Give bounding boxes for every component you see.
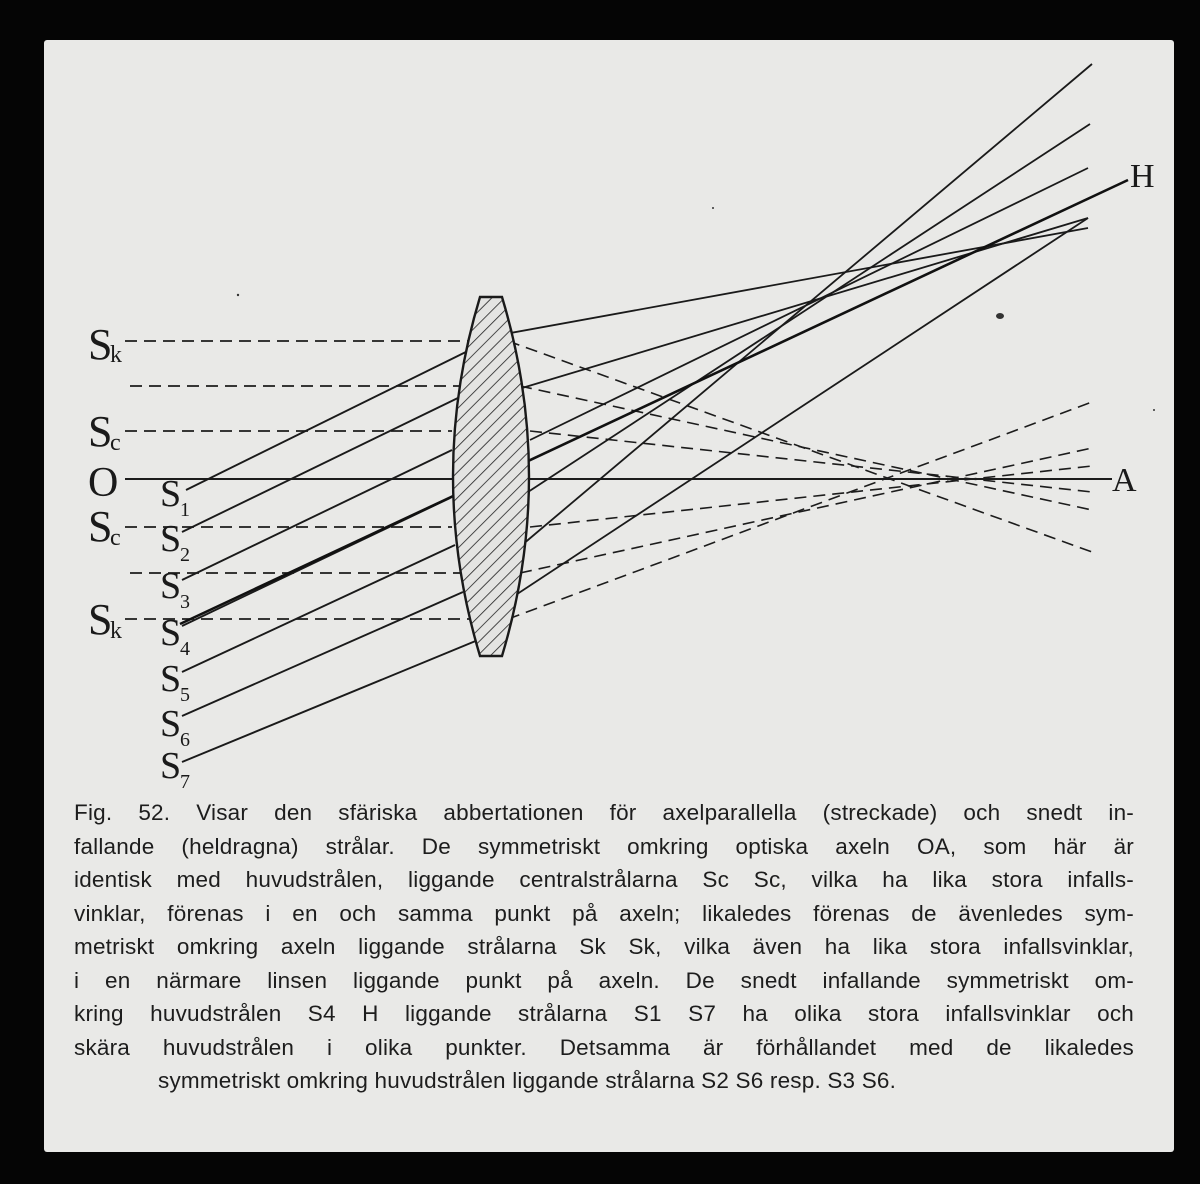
caption-line-4: vinklar, förenas i en och samma punkt på axeln; likaledes förenas de ävenledes sym-	[74, 900, 1134, 926]
label-sk-top-letter: S	[88, 320, 113, 369]
label-h: H	[1130, 158, 1155, 195]
caption-line-5: metriskt omkring axeln liggande strålarna Sk Sk, vilka även ha lika stora infallsvinklar,	[74, 934, 1134, 959]
caption-line-8: skära huvudstrålen i olika punkter. Detsamma är förhållandet med de likaledes	[74, 1034, 1134, 1060]
chief-ray-s4-h	[180, 180, 1128, 624]
label-sc-top-sub: c	[110, 430, 121, 456]
caption-line-9: symmetriskt omkring huvudstrålen liggande strålarna S2 S6 resp. S3 S6.	[158, 1068, 897, 1093]
ray-label-s6-letter: S	[160, 703, 182, 745]
ray-label-s4-letter: S	[160, 612, 182, 654]
label-sk-bottom-sub: k	[110, 618, 122, 644]
label-sc-bottom	[88, 502, 121, 551]
label-sk-bottom	[88, 595, 122, 644]
slide-specks	[237, 207, 1155, 411]
caption-line-2: fallande (heldragna) strålar. De symmetriskt omkring optiska axeln OA, som här är	[74, 833, 1134, 859]
ray-label-s5-letter: S	[160, 658, 182, 700]
ray-label-s1-letter: S	[160, 473, 182, 515]
ray-label-s2	[160, 518, 190, 566]
label-sk-top-sub: k	[110, 342, 122, 368]
ray-label-s2-letter: S	[160, 518, 182, 560]
label-sk-bottom-letter: S	[88, 595, 113, 644]
ray-label-s1-sub: 1	[180, 499, 190, 521]
ray-label-s1	[160, 473, 190, 521]
caption-line-1: Fig. 52. Visar den sfäriska abbertationen för axelparallella (streckade) och snedt in-	[74, 800, 1134, 825]
figure-caption	[74, 796, 1134, 1098]
ray-label-s4-sub: 4	[180, 638, 190, 660]
label-sk-top	[88, 320, 122, 369]
ray-label-s3	[160, 565, 190, 613]
ray-label-s5	[160, 658, 190, 706]
label-o: O	[88, 460, 119, 506]
label-sc-top	[88, 407, 121, 456]
caption-line-7: kring huvudstrålen S4 H liggande strålarna S1 S7 ha olika stora infallsvinklar och	[74, 1001, 1134, 1026]
label-a: A	[1112, 462, 1137, 499]
ray-label-s7	[160, 745, 190, 793]
label-sc-bottom-letter: S	[88, 502, 113, 551]
ray-label-s3-sub: 3	[180, 591, 190, 613]
ray-label-s6-sub: 6	[180, 729, 190, 751]
ray-label-s7-sub: 7	[180, 771, 190, 793]
caption-line-6: i en närmare linsen liggande punkt på axeln. De snedt infallande symmetriskt om-	[74, 967, 1134, 993]
ray-label-s5-sub: 5	[180, 684, 190, 706]
ray-label-s7-letter: S	[160, 745, 182, 787]
ray-label-s6	[160, 703, 190, 751]
biconvex-lens	[453, 297, 529, 656]
caption-line-3: identisk med huvudstrålen, liggande centralstrålarna Sc Sc, vilka ha lika stora infalls-	[74, 867, 1134, 892]
label-sc-bottom-sub: c	[110, 525, 121, 551]
ray-label-s2-sub: 2	[180, 544, 190, 566]
ray-label-s3-letter: S	[160, 565, 182, 607]
label-sc-top-letter: S	[88, 407, 113, 456]
